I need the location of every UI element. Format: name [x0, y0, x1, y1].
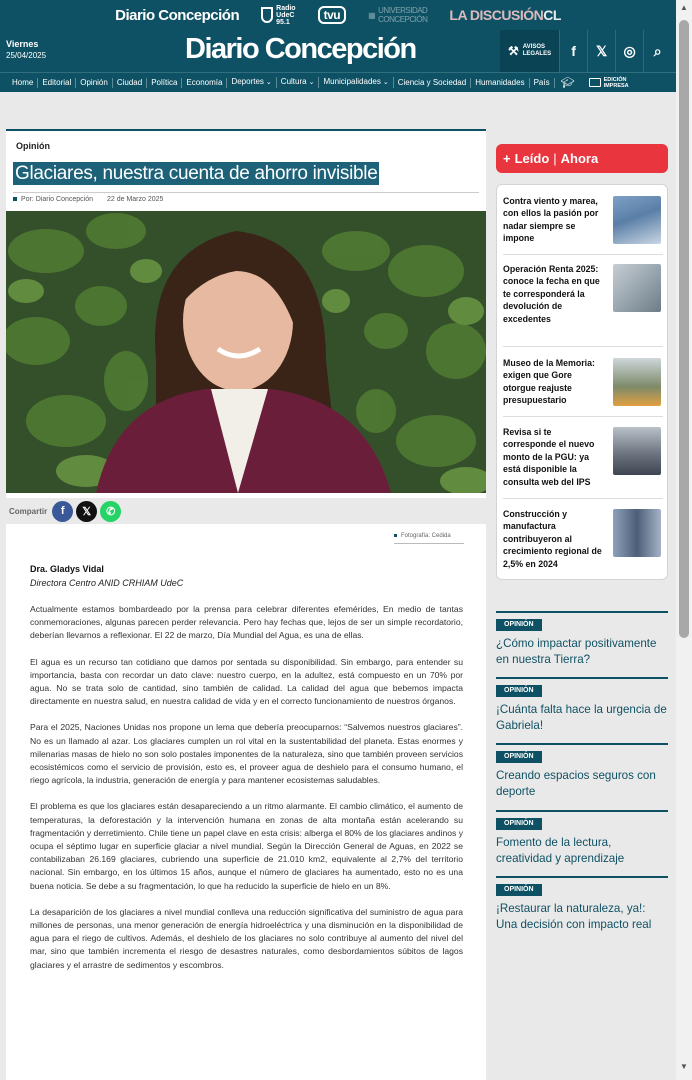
opinion-item[interactable]: [496, 810, 668, 866]
x-icon: 𝕏: [82, 505, 92, 518]
partner-diario-concepcion[interactable]: Diario Concepción: [115, 6, 240, 24]
partner-bar: [0, 0, 676, 30]
nav-item-ciudad[interactable]: Ciudad: [113, 78, 147, 88]
photo-caption-text: Fotografía: Cedida: [401, 533, 451, 539]
opinion-tag-label: OPINIÓN: [496, 619, 542, 631]
leido-divider: [503, 254, 663, 255]
instagram-icon[interactable]: ◎: [615, 30, 643, 72]
university-line2: CONCEPCIÓN: [378, 15, 428, 24]
nav-item-home[interactable]: Home: [8, 78, 38, 88]
nav-item-municipalidades[interactable]: [319, 77, 393, 88]
opinion-tag-label: OPINIÓN: [496, 818, 542, 830]
leido-label: Leído: [514, 151, 550, 166]
nav-label-cultura: Cultura: [280, 77, 307, 86]
discusion-suffix: CL: [543, 7, 561, 23]
leido-item[interactable]: [503, 508, 661, 570]
partner-tvu[interactable]: tvu: [318, 6, 347, 24]
share-label: Compartir: [9, 506, 48, 516]
chevron-down-icon: ⌄: [382, 79, 389, 86]
edicion-impresa-button[interactable]: [589, 77, 629, 89]
nav-item-deportes[interactable]: [227, 77, 276, 88]
leido-item[interactable]: [503, 263, 661, 325]
facebook-icon[interactable]: f: [559, 30, 587, 72]
opinion-item[interactable]: [496, 743, 668, 799]
nav-item-editorial[interactable]: Editorial: [38, 78, 76, 88]
leido-item-title[interactable]: Museo de la Memoria: exigen que Gore otorgue reajuste presupuestario: [503, 358, 595, 406]
scrollbar-thumb[interactable]: [679, 20, 689, 638]
gavel-icon: ⚒: [508, 43, 519, 58]
partner-radio-udec[interactable]: [261, 5, 295, 26]
byline-date: 22 de Marzo 2025: [106, 196, 164, 203]
leido-item[interactable]: [503, 357, 661, 407]
leido-item-title[interactable]: Construcción y manufactura contribuyeron al crecimiento regional de 2,5% en 2024: [503, 509, 602, 569]
leido-item-title[interactable]: Revisa si te corresponde el nuevo monto de la PGU: ya está disponible la consulta web del IPS: [503, 427, 595, 487]
article-paragraph: La desaparición de los glaciares a nivel mundial conlleva una reducción significativa del suministro de agua para millones de personas, una menor generación de energía hidroeléctrica y una disminución en la disponibilidad de agua para el riego de cultivos. Además, el deshielo de los glaciares no solo contribuye al aumento del nivel del mar, sino que también incrementa el riesgo de desastres naturales, como desbordamientos súbitos de lagos glaciares y el arrastre de sedimentos y escombros.: [30, 906, 463, 970]
leido-item-thumbnail[interactable]: [613, 509, 661, 557]
author-name: Dra. Gladys Vidal: [30, 564, 104, 574]
article-paragraph: Para el 2025, Naciones Unidas nos propone un lema que debería preocuparnos: “Salvemos nuestros glaciares”. No es un llamado al azar. Los glaciares cumplen un rol vital en la sustentabilidad del planeta. Estas enormes y milenarias masas de hielo no son solo postales imponentes de la naturaleza, sino que también proveen servicios ecosistémicos como el servicio de provisión, esto es, el proveer agua de deshielo para el consumo humano, el riego agrícola, la industria, generación de energía y para mantener ecosistemas saludables.: [30, 722, 463, 786]
search-icon[interactable]: ⌕: [643, 30, 671, 72]
opinion-item-title[interactable]: ¡Restaurar la naturaleza, ya!: Una decisión con impacto real: [496, 902, 652, 931]
edicion-line2: IMPRESA: [603, 82, 629, 89]
share-facebook-button[interactable]: [52, 501, 73, 522]
discusion-main: LA DISCUSIÓN: [449, 7, 544, 23]
whatsapp-icon: ✆: [106, 505, 116, 518]
share-whatsapp-button[interactable]: [100, 501, 121, 522]
opinion-item-title[interactable]: Creando espacios seguros con deporte: [496, 769, 656, 798]
leido-item-thumbnail[interactable]: [613, 264, 661, 312]
facebook-icon: f: [60, 505, 65, 517]
partner-universidad[interactable]: [368, 6, 427, 24]
article-paragraph: El problema es que los glaciares están desapareciendo a un ritmo alarmante. El cambio climático, el aumento de temperaturas, la deforestación y la intervención humana en zonas de alta montaña están acelerando su fragmentación y derretimiento. Chile tiene un papel clave en esta crisis: alberga el 80% de los glaciares andinos y ocupa el séptimo lugar en superficie glaciar a nivel mundial. Según la Dirección General de Aguas, en 2022 se contabilizaban 26.169 glaciares, cubriendo una superficie de 21.010 km2, equivalente al 2,7% del territorio nacional. Sin embargo, en los últimos 15 años, aunque el número de glaciares ha aumentado, esto no es una buena noticia. Se debe a su fragmentación, lo que ha reducido la superficie de hielo en un 8%.: [30, 801, 463, 891]
leido-item[interactable]: [503, 195, 661, 245]
article-byline: [13, 196, 163, 203]
leido-item-thumbnail[interactable]: [613, 358, 661, 406]
opinion-item[interactable]: [496, 876, 668, 932]
site-logo[interactable]: Diario Concepción: [185, 33, 416, 65]
date-number: 25/04/2025: [6, 51, 47, 60]
udec-radio-label: Radio: [276, 4, 296, 12]
opinion-tag: [496, 743, 668, 763]
chevron-down-icon: ⌄: [265, 79, 272, 86]
udec-shield-icon: [261, 7, 273, 23]
leido-item-title[interactable]: Contra viento y marea, con ellos la pasión por nadar siempre se impone: [503, 196, 599, 244]
byline-author: Por: Diario Concepción: [21, 196, 93, 203]
article-section-label[interactable]: Opinión: [16, 141, 50, 151]
nav-label-deportes: Deportes: [231, 77, 264, 86]
leido-divider: [503, 498, 663, 499]
nav-item-cultura[interactable]: [277, 77, 320, 88]
photo-caption: [394, 533, 464, 544]
opinion-item-title[interactable]: ¿Cómo impactar positivamente en nuestra Tierra?: [496, 637, 657, 666]
article-card: [6, 129, 486, 1080]
share-x-button[interactable]: [76, 501, 97, 522]
opinion-item[interactable]: [496, 677, 668, 733]
opinion-tag: [496, 876, 668, 896]
share-row: [6, 498, 486, 524]
nav-item-pais[interactable]: País: [530, 78, 555, 88]
main-header: [0, 30, 676, 72]
leido-plus: +: [503, 151, 511, 166]
opinion-item[interactable]: [496, 611, 668, 667]
article-paragraph: El agua es un recurso tan cotidiano que damos por sentada su disponibilidad. Sin embargo, para entender su importancia, basta con recordar un dato clave: nuestro cuerpo, en la adultez, está compuesto en un 70% por agua. No se trata solo de cantidad, sino también de calidad. La calidad del agua que bebemos impacta directamente en nuestra salud, en nuestra calidad de vida y en el correcto funcionamiento de nuestros órganos.: [30, 656, 463, 707]
opinion-tag-label: OPINIÓN: [496, 751, 542, 763]
leido-separator: |: [553, 151, 557, 166]
leido-item[interactable]: [503, 426, 661, 488]
opinion-tag: [496, 611, 668, 631]
avisos-line2: LEGALES: [522, 51, 552, 57]
caption-bullet-icon: [394, 534, 397, 537]
title-divider: [13, 192, 479, 193]
nav-item-economia[interactable]: Economía: [182, 78, 227, 88]
leido-divider: [503, 416, 663, 417]
date-block: [6, 39, 46, 60]
header-tools: [500, 30, 671, 72]
graduation-cap-icon[interactable]: 🎓︎: [560, 77, 575, 89]
opinion-item-title[interactable]: Fomento de la lectura, creatividad y aprendizaje: [496, 836, 625, 865]
ahora-label: Ahora: [560, 151, 599, 166]
portrait-photo-illustration: [6, 211, 486, 493]
nav-item-humanidades[interactable]: Humanidades: [471, 78, 529, 88]
edicion-line1: EDICIÓN: [603, 76, 627, 83]
article-photo: [6, 211, 486, 493]
leido-item-title[interactable]: Operación Renta 2025: conoce la fecha en que te corresponderá la devolución de excedentes: [503, 264, 600, 324]
scroll-down-arrow-icon[interactable]: ▼: [680, 1062, 688, 1071]
x-icon[interactable]: 𝕏: [587, 30, 615, 72]
newspaper-icon: [589, 78, 601, 87]
udec-freq-label: 95.1: [276, 18, 290, 26]
avisos-legales-button[interactable]: [500, 30, 559, 72]
author-role: Directora Centro ANID CRHIAM UdeC: [30, 578, 184, 588]
opinion-item-title[interactable]: ¡Cuánta falta hace la urgencia de Gabriela!: [496, 703, 667, 732]
leido-divider: [503, 346, 663, 347]
leido-item-thumbnail[interactable]: [613, 427, 661, 475]
article-paragraph: Actualmente estamos bombardeado por la prensa para celebrar diferentes efemérides, En medio de tantas conmemoraciones, algunas parecen perder relevancia. Pero hay fechas que, lejos de ser un simple recordatorio, deberían llevarnos a reflexionar. El 22 de marzo, Día Mundial del Agua, es una de ellas.: [30, 604, 463, 641]
leido-item-thumbnail[interactable]: [613, 196, 661, 244]
byline-bullet-icon: [13, 197, 17, 201]
article-body: [30, 603, 463, 985]
university-line1: UNIVERSIDAD: [378, 6, 428, 15]
nav-item-ciencia[interactable]: Ciencia y Sociedad: [394, 78, 471, 88]
partner-la-discusion[interactable]: [449, 7, 561, 23]
udec-name-label: UdeC: [276, 11, 295, 19]
university-crest-icon: ▦: [368, 10, 376, 20]
nav-label-municipalidades: Municipalidades: [323, 77, 381, 86]
opinion-tag: [496, 810, 668, 830]
leido-ahora-list: [496, 184, 668, 580]
opinion-tag: [496, 677, 668, 697]
article-title: Glaciares, nuestra cuenta de ahorro invisible: [15, 163, 378, 184]
nav-item-opinion[interactable]: Opinión: [76, 78, 113, 88]
date-day: Viernes: [6, 39, 39, 49]
chevron-down-icon: ⌄: [308, 79, 315, 86]
scroll-up-arrow-icon[interactable]: ▲: [680, 3, 688, 12]
opinion-tag-label: OPINIÓN: [496, 884, 542, 896]
opinion-tag-label: OPINIÓN: [496, 685, 542, 697]
main-nav: [0, 72, 676, 92]
leido-ahora-header: [496, 144, 668, 173]
avisos-line1: AVISOS: [522, 44, 545, 50]
nav-item-politica[interactable]: Política: [147, 78, 182, 88]
